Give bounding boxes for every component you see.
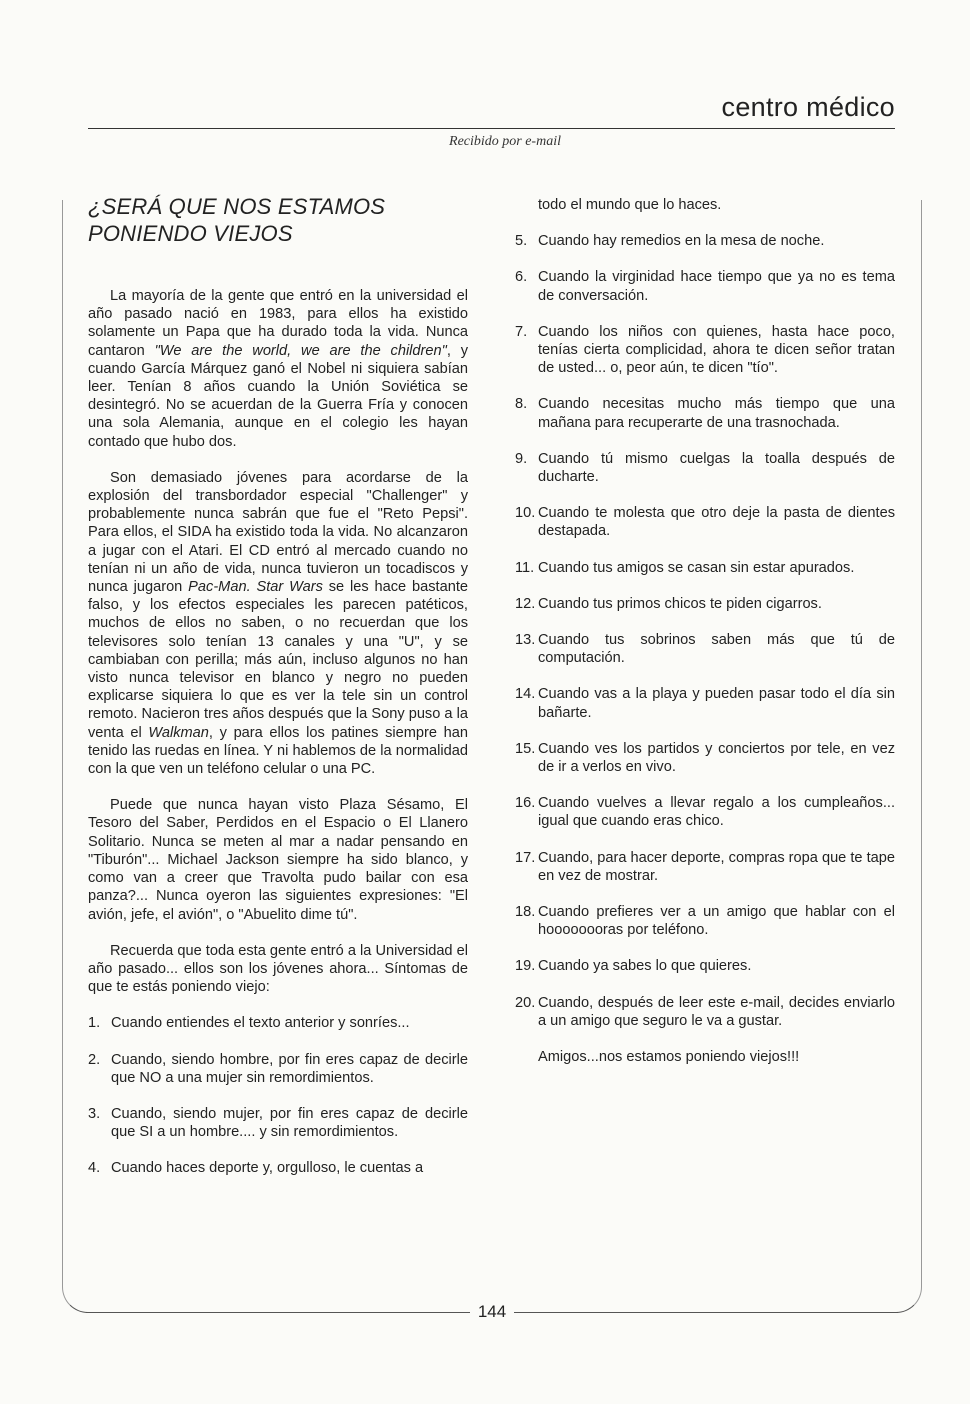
page-frame-left [62, 200, 89, 1313]
list-item [515, 595, 895, 613]
list-item-text: Cuando necesitas mucho más tiempo que una mañana para recuperarte de una trasnochada. [538, 396, 895, 431]
list-item-number: 1. [88, 1015, 101, 1032]
list-item [88, 1105, 468, 1141]
right-column [515, 196, 895, 1066]
list-item-number: 2. [88, 1051, 101, 1068]
paragraph-2 [88, 469, 468, 778]
list-item [515, 395, 895, 431]
list-item-number: 19. [515, 958, 536, 975]
list-item-text: Cuando, siendo mujer, por fin eres capaz de decirle que SI a un hombre.... y sin remordimientos. [111, 1105, 468, 1141]
closing-line: Amigos...nos estamos poniendo viejos!!! [538, 1049, 800, 1066]
list-item-text: Cuando, siendo hombre, por fin eres capaz de decirle que NO a una mujer sin remordimientos. [111, 1051, 468, 1086]
list-item-text: Cuando tus amigos se casan sin estar apurados. [538, 559, 855, 576]
section-title: centro médico [721, 92, 895, 122]
list-item-text: Cuando tú mismo cuelgas la toalla después de ducharte. [538, 450, 895, 486]
paragraph-1 [88, 287, 468, 451]
list-item-number: 13. [515, 632, 536, 649]
list-item-number: 12. [515, 595, 536, 612]
list-item [515, 323, 895, 378]
left-column [88, 193, 468, 1196]
paragraph-2-text-e: , y para ellos los patines siempre han tenido las ruedas en línea. Y ni hablemos de la normalidad con la que ven un teléfono celular o una PC. [88, 724, 468, 778]
list-item-number: 18. [515, 904, 536, 921]
list-item [515, 957, 895, 975]
page-frame-right [895, 200, 922, 1313]
list-item-text: Cuando vas a la playa y pueden pasar todo el día sin bañarte. [538, 686, 895, 721]
page-number: 144 [477, 1302, 507, 1321]
list-item-number: 14. [515, 686, 536, 703]
page-frame-bottom-left [86, 1312, 470, 1313]
list-item [515, 268, 895, 304]
list-item [515, 232, 895, 250]
list-item-text: Cuando haces deporte y, orgulloso, le cuentas a [111, 1160, 424, 1177]
list-item-text: Cuando hay remedios en la mesa de noche. [538, 233, 825, 250]
list-item [515, 504, 895, 540]
list-item-text: Cuando te molesta que otro deje la pasta de dientes destapada. [538, 505, 895, 540]
paragraph-2-text-c: se les hace bastante falso, y los efectos especiales les parecen patéticos, muchos de ellos no saben, o no recuerdan que los televisores solo tenían 13 canales y una "U", y se cambiaban con perilla; más aún, incluso algunos no han visto nunca televisor en blanco y negro no pueden explicarse siquiera lo que es ver la tele sin un control remoto. Nacieron tres años después que la Sony puso a la venta el [88, 579, 469, 741]
list-item-number: 9. [515, 450, 528, 467]
list-item-text: Cuando ves los partidos y conciertos por tele, en vez de ir a verlos en vivo. [538, 740, 895, 776]
paragraph-2-text-a: Son demasiado jóvenes para acordarse de la explosión del transbordador especial "Challenger" y probablemente nunca sabrán que fue el "Reto Pepsi". Para ellos, el SIDA ha existido toda la vida. No alcanzaron a jugar con el Atari. El CD entró al mercado cuando no tenían ni un año de vida, nunca tuvieron un tocadiscos y nunca jugaron [88, 469, 468, 596]
list-item-text: Cuando, después de leer este e-mail, decides enviarlo a un amigo que seguro le va a gustar. [538, 994, 895, 1029]
list-item [515, 559, 895, 577]
header-rule [88, 128, 895, 129]
list-item-4-continued: todo el mundo que lo haces. [538, 197, 722, 213]
list-item-text: Cuando prefieres ver a un amigo que hablar con el hoooooooras por teléfono. [538, 904, 895, 939]
list-item-text: Cuando los niños con quienes, hasta hace poco, tenías cierta complicidad, ahora te dicen señor tratan de usted... o, peor aún, te dicen "tío". [538, 323, 895, 377]
list-item-text: Cuando entiendes el texto anterior y sonríes... [111, 1015, 410, 1032]
paragraph-2-games: Pac-Man. Star Wars [188, 579, 323, 596]
list-item [515, 794, 895, 830]
list-item-number: 16. [515, 795, 536, 812]
page-frame-bottom-right [514, 1312, 898, 1313]
paragraph-4: Recuerda que toda esta gente entró a la Universidad el año pasado... ellos son los jóvenes ahora... Síntomas de que te estás poniendo viejo: [88, 942, 468, 996]
list-item-text: Cuando ya sabes lo que quieres. [538, 958, 752, 975]
list-item [515, 849, 895, 885]
list-item [88, 1051, 468, 1087]
list-item-text: Cuando vuelves a llevar regalo a los cumpleaños... igual que cuando eras chico. [538, 795, 895, 830]
list-item [515, 450, 895, 486]
article-title: ¿SERÁ QUE NOS ESTAMOS PONIENDO VIEJOS [88, 194, 386, 246]
list-item-number: 4. [88, 1160, 101, 1177]
list-item [515, 994, 895, 1030]
list-item [88, 1014, 468, 1032]
symptom-list-right [515, 232, 895, 1030]
list-item-number: 5. [515, 233, 528, 250]
list-item-text: Cuando la virginidad hace tiempo que ya no es tema de conversación. [538, 269, 895, 304]
list-item-number: 8. [515, 396, 528, 413]
list-item-number: 6. [515, 269, 528, 286]
list-item-number: 3. [88, 1105, 101, 1122]
paragraph-2-walkman: Walkman [148, 724, 209, 741]
list-item [515, 631, 895, 667]
list-item [515, 685, 895, 721]
list-item-number: 15. [515, 740, 536, 757]
list-item-number: 10. [515, 505, 536, 522]
list-item-text: Cuando tus primos chicos te piden cigarros. [538, 595, 822, 612]
list-item [515, 740, 895, 776]
header-subtitle: Recibido por e-mail [449, 134, 561, 149]
list-item [515, 903, 895, 939]
symptom-list-left [88, 1014, 468, 1177]
list-item-text: Cuando tus sobrinos saben más que tú de computación. [538, 632, 895, 667]
paragraph-1-text-c: , y cuando García Márquez ganó el Nobel ni siquiera sabían leer. Tenían 8 años cuando la Unión Soviética se desintegró. No se acuerdan de la Guerra Fría y conocen una sola Alemania, aunque en el colegio les hayan contado que hubo dos. [88, 342, 469, 450]
paragraph-1-song-title: "We are the world, we are the children" [154, 342, 447, 359]
paragraph-3: Puede que nunca hayan visto Plaza Sésamo, El Tesoro del Saber, Perdidos en el Espacio o El Llanero Solitario. Nunca se meten al mar a nadar pensando en "Tiburón"... Michael Jackson siempre ha sido blanco, y como van a creer que Travolta pudo bailar con esa panza?... Nunca oyeron las siguientes expresiones: "El avión, jefe, el avión", o "Abuelito dime tú". [88, 797, 468, 923]
list-item-number: 17. [515, 849, 536, 866]
list-item-number: 20. [515, 994, 536, 1011]
paragraph-1-text-a: La mayoría de la gente que entró en la universidad el año pasado nació en 1983, para ellos ha existido solamente un Papa que ha durado toda la vida. Nunca cantaron [88, 288, 468, 359]
list-item-number: 7. [515, 323, 528, 340]
list-item-number: 11. [515, 559, 535, 576]
list-item-text: Cuando, para hacer deporte, compras ropa que te tape en vez de mostrar. [538, 849, 895, 884]
list-item [88, 1159, 468, 1177]
